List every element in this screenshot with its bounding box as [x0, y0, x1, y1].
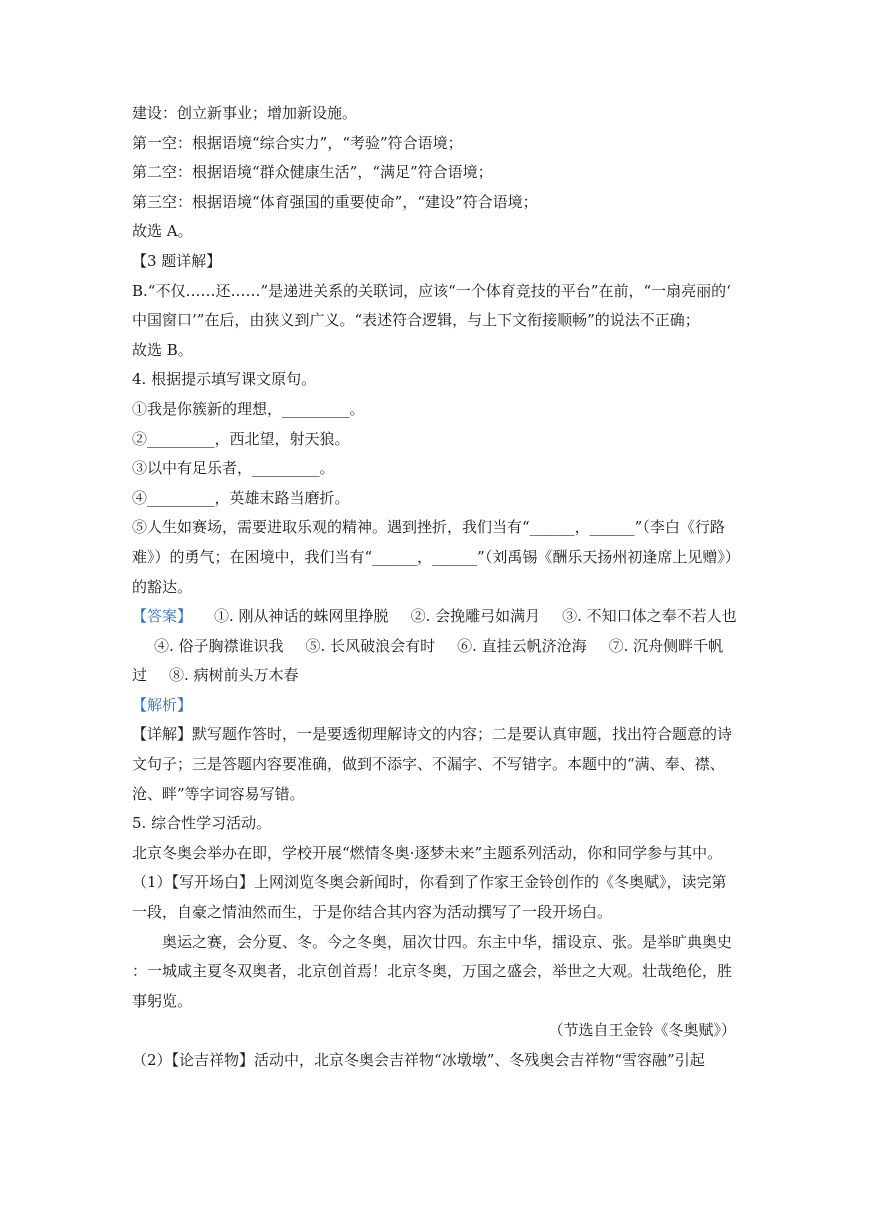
q5-subquestion-2: （2）【论吉祥物】活动中，北京冬奥会吉祥物“冰墩墩”、冬残奥会吉祥物“雪容融”引起	[132, 1051, 705, 1069]
q3-conclusion: 故选 B。	[132, 340, 193, 359]
q5-intro: 北京冬奥会举办在即，学校开展“燃情冬奥·逐梦未来”主题系列活动，你和同学参与其中。	[132, 843, 723, 862]
q4-item-5: ⑤人生如赛场，需要进取乐观的精神。遇到挫折，我们当有“______，______”（李白《行路难》）的勇气；在困境中，我们当有“______，______”（刘禹锡《酬乐天扬州初逢席上见赠》）的豁达。	[132, 518, 733, 596]
q4-answer-block	[132, 602, 738, 691]
answer-item: ②. 会挽雕弓如满月	[410, 607, 541, 626]
q4-detail: 【详解】默写题作答时，一是要透彻理解诗文的内容；二是要认真审题，找出符合题意的诗文句子；三是答题内容要准确，做到不添字、不漏字、不写错字。本题中的“满、奉、襟、沧、畔”等字词容易写错。	[132, 725, 733, 803]
answer-item: ④. 俗子胸襟谁识我	[154, 636, 284, 655]
q4-prompt: 4. 根据提示填写课文原句。	[132, 370, 317, 389]
answer-item: ⑦. 沉舟侧畔千帆过	[132, 636, 724, 685]
answer-item: ①. 刚从神话的蛛网里挣脱	[214, 607, 389, 626]
answer-item: ⑤. 长风破浪会有时	[305, 636, 436, 655]
answer-label: 【答案】	[132, 607, 193, 626]
answer-item: ③. 不知口体之奉不若人也	[562, 607, 737, 626]
page-content	[132, 99, 738, 1076]
q2-blank-1-reason: 第一空：根据语境“综合实力”，“考验”符合语境；	[132, 133, 463, 152]
q5-excerpt-source: （节选自王金铃《冬奥赋》）	[548, 1021, 736, 1040]
analysis-label: 【解析】	[132, 695, 193, 714]
answer-item: ⑧. 病树前头万木春	[169, 666, 299, 685]
q2-blank-3-reason: 第三空：根据语境“体育强国的重要使命”，“建设”符合语境；	[132, 192, 538, 211]
q3-explanation: B.“不仅……还……”是递进关系的关联词，应该“一个体育竞技的平台”在前，“一扇亮丽的‘中国窗口’”在后，由狭义到广义。“表述符合逻辑，与上下文衔接顺畅”的说法不正确；	[132, 281, 731, 330]
q4-item-4: ④_________，英雄末路当磨折。	[132, 488, 350, 507]
q2-explanation-jianshe: 建设：创立新事业；增加新设施。	[132, 104, 358, 122]
q3-heading: 【3 题详解】	[132, 251, 222, 270]
q2-conclusion: 故选 A。	[132, 222, 193, 241]
q4-item-3: ③以中有足乐者，_________。	[132, 459, 335, 478]
q4-item-1: ①我是你簇新的理想，_________。	[132, 399, 365, 418]
answer-item: ⑥. 直挂云帆济沧海	[457, 636, 587, 655]
q2-blank-2-reason: 第二空：根据语境“群众健康生活”，“满足”符合语境；	[132, 163, 493, 182]
q5-subquestion-1: （1）【写开场白】上网浏览冬奥会新闻时，你看到了作家王金铃创作的《冬奥赋》，读完第一段，自豪之情油然而生，于是你结合其内容为活动撰写了一段开场白。	[132, 873, 727, 922]
q5-prompt: 5. 综合性学习活动。	[132, 814, 272, 833]
q4-item-2: ②_________，西北望，射天狼。	[132, 429, 350, 448]
q5-excerpt: 奥运之赛，会分夏、冬。今之冬奥，届次廿四。东主中华，擂设京、张。是举旷典奥史：一城咸主夏冬双奥者，北京创首焉！北京冬奥，万国之盛会，举世之大观。壮哉绝伦，胜事躬览。	[132, 932, 733, 1010]
